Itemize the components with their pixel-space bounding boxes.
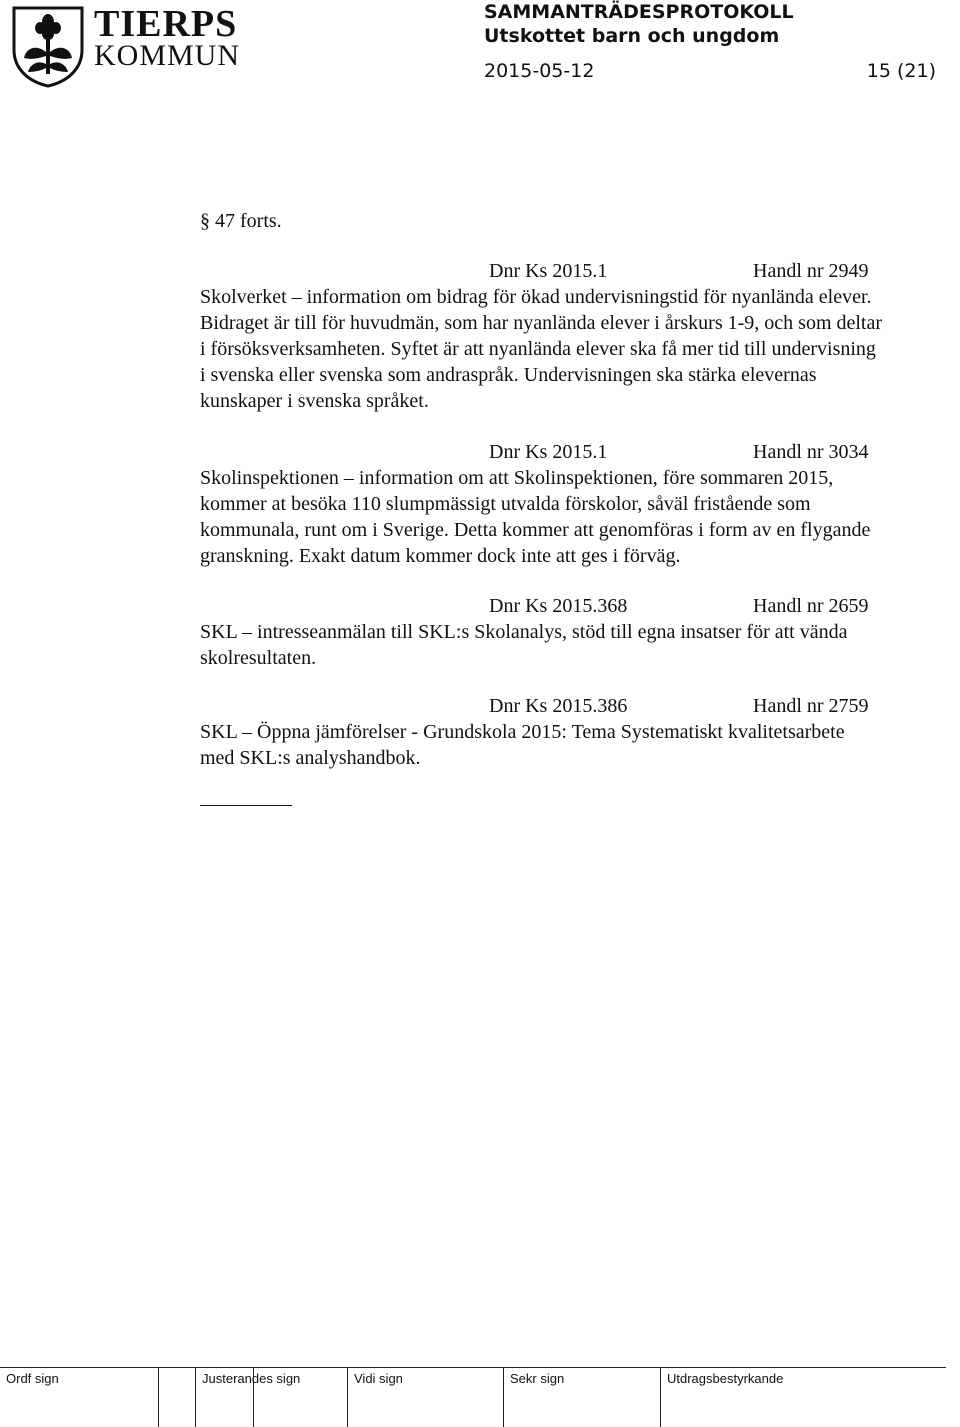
handl-number: Handl nr 3034: [753, 441, 869, 463]
item-3: [200, 593, 956, 671]
text-line: skolresultaten.: [200, 647, 317, 669]
footer-cell-utdragsbestyrkande: [660, 1368, 947, 1427]
text-line: i försöksverksamheten. Syftet är att nyanlända elever ska få mer tid till undervisning: [200, 338, 876, 360]
item-reference: [200, 693, 956, 719]
dnr-number: Dnr Ks 2015.1: [489, 260, 608, 282]
dnr-number: Dnr Ks 2015.386: [489, 695, 628, 717]
footer-cell-sekr: [503, 1368, 661, 1427]
coat-of-arms-icon: [10, 4, 86, 88]
item-text: [200, 619, 956, 671]
item-reference: [200, 593, 956, 619]
item-4: [200, 693, 956, 771]
footer-label: Vidi sign: [354, 1371, 403, 1386]
footer-spacer: [158, 1368, 196, 1427]
text-line: kunskaper i svenska språket.: [200, 390, 429, 412]
footer-cell-vidi: [347, 1368, 504, 1427]
logo-text-tierps: TIERPS: [94, 3, 238, 45]
dnr-number: Dnr Ks 2015.368: [489, 595, 628, 617]
text-line: Skolverket – information om bidrag för ökad undervisningstid för nyanlända elever.: [200, 286, 872, 308]
handl-number: Handl nr 2759: [753, 695, 869, 717]
committee-name: Utskottet barn och ungdom: [484, 25, 780, 47]
text-line: med SKL:s analyshandbok.: [200, 747, 421, 769]
text-line: Bidraget är till för huvudmän, som har nyanlända elever i årskurs 1-9, och som deltar: [200, 312, 883, 334]
signature-footer: [0, 1367, 946, 1427]
footer-label: Utdragsbestyrkande: [667, 1371, 784, 1386]
tierps-kommun-logo: [10, 3, 241, 88]
footer-label: Sekr sign: [510, 1371, 565, 1386]
text-line: granskning. Exakt datum kommer dock inte att ges i förväg.: [200, 545, 681, 567]
handl-number: Handl nr 2659: [753, 595, 869, 617]
handl-number: Handl nr 2949: [753, 260, 869, 282]
footer-label: Justerandes sign: [202, 1371, 301, 1386]
footer-cell-ordf: [0, 1368, 158, 1427]
footer-label: Ordf sign: [6, 1371, 59, 1386]
item-1: [200, 258, 956, 414]
item-text: [200, 719, 956, 771]
logo-text-kommun: KOMMUN: [94, 39, 241, 72]
text-line: kommer at besöka 110 slumpmässigt utvalda förskolor, såväl fristående som: [200, 493, 811, 515]
meeting-date: 2015-05-12: [484, 60, 595, 82]
paragraph-title: § 47 forts.: [200, 210, 282, 232]
page-number: 15 (21): [866, 60, 936, 82]
text-line: SKL – Öppna jämförelser - Grundskola 2015: Tema Systematiskt kvalitetsarbete: [200, 721, 845, 743]
footer-spacer: [253, 1368, 348, 1427]
item-text: [200, 284, 956, 414]
text-line: i svenska eller svenska som andraspråk. Undervisningen ska stärka elevernas: [200, 364, 817, 386]
text-line: SKL – intresseanmälan till SKL:s Skolanalys, stöd till egna insatser för att vända: [200, 621, 848, 643]
item-2: [200, 439, 956, 569]
section-end-rule: [200, 805, 292, 806]
text-line: kommunala, runt om i Sverige. Detta kommer att genomföras i form av en flygande: [200, 519, 871, 541]
item-reference: [200, 439, 956, 465]
text-line: Skolinspektionen – information om att Skolinspektionen, före sommaren 2015,: [200, 467, 834, 489]
document-type: SAMMANTRÄDESPROTOKOLL: [484, 1, 794, 23]
item-reference: [200, 258, 956, 284]
dnr-number: Dnr Ks 2015.1: [489, 441, 608, 463]
item-text: [200, 465, 956, 569]
